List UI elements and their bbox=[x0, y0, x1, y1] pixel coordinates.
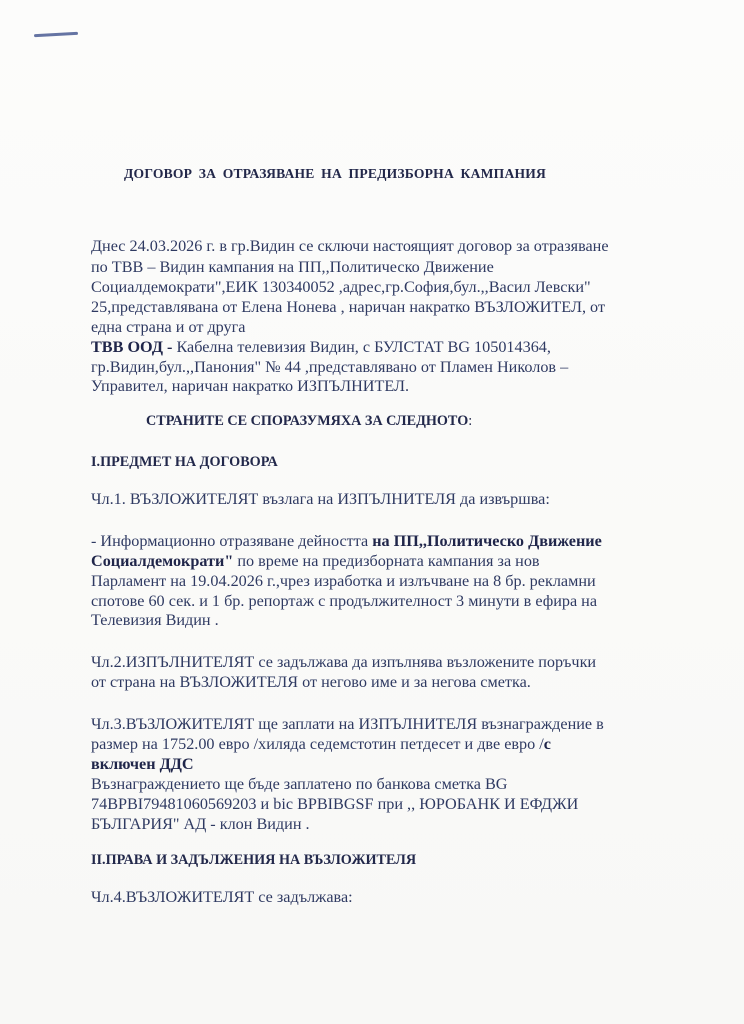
article-4: Чл.4.ВЪЗЛОЖИТЕЛЯТ се задължава: bbox=[91, 888, 353, 906]
intro-line-7: гр.Видин,бул.,,Панония" № 44 ,представлявано от Пламен Николов – bbox=[91, 358, 569, 376]
intro-line-4: 25,представлявана от Елена Нонева , наричан накратко ВЪЗЛОЖИТЕЛ, от bbox=[91, 298, 606, 316]
vat-included: включен ДДС bbox=[91, 755, 194, 773]
section-2-heading: II.ПРАВА И ЗАДЪЛЖЕНИЯ НА ВЪЗЛОЖИТЕЛЯ bbox=[91, 852, 417, 868]
article-1-item-line-4: спотове 60 сек. и 1 бр. репортаж с продължителност 3 минути в ефира на bbox=[91, 592, 598, 610]
contract-title: ДОГОВОР ЗА ОТРАЗЯВАНЕ НА ПРЕДИЗБОРНА КАМПАНИЯ bbox=[124, 166, 547, 181]
fee-amount: размер на 1752.00 евро /хиляда седемстотин петдесет и две евро / bbox=[91, 735, 544, 753]
item-text: - Информационно отразяване дейността bbox=[91, 532, 373, 550]
intro-line-2: по ТВВ – Видин кампания на ПП,,Политическо Движение bbox=[91, 258, 494, 276]
section-1-heading: I.ПРЕДМЕТ НА ДОГОВОРА bbox=[91, 454, 278, 470]
article-3-line-2 bbox=[91, 734, 551, 754]
article-3-line-6: БЪЛГАРИЯ" АД - клон Видин . bbox=[91, 815, 310, 833]
intro-line-8: Управител, наричан накратко ИЗПЪЛНИТЕЛ. bbox=[91, 377, 410, 395]
article-2-line-2: от страна на ВЪЗЛОЖИТЕЛЯ от негово име и за негова сметка. bbox=[91, 673, 531, 691]
article-1-item-line-5: Телевизия Видин . bbox=[91, 611, 219, 629]
article-3-line-4: Възнаграждението ще бъде заплатено по банкова сметка BG bbox=[91, 775, 508, 793]
article-1-item-line-2 bbox=[91, 551, 540, 571]
fee-vat-prefix: с bbox=[543, 735, 551, 753]
contractor-name: ТВВ ООД - bbox=[91, 338, 177, 356]
article-1: Чл.1. ВЪЗЛОЖИТЕЛЯТ възлага на ИЗПЪЛНИТЕЛЯ да извършва: bbox=[91, 490, 550, 508]
agreement-heading bbox=[146, 413, 472, 430]
intro-line-3: Социалдемократи",ЕИК 130340052 ,адрес,гр.София,бул.,,Васил Левски" bbox=[91, 278, 591, 296]
article-1-item-line-3: Парламент на 19.04.2026 г.,чрез изработка и излъчване на 8 бр. рекламни bbox=[91, 572, 596, 590]
article-3-line-3 bbox=[91, 754, 194, 774]
agreement-heading-colon: : bbox=[468, 413, 473, 429]
intro-line-1: Днес 24.03.2026 г. в гр.Видин се сключи настоящият договор за отразяване bbox=[91, 237, 609, 255]
article-2-line-1: Чл.2.ИЗПЪЛНИТЕЛЯТ се задължава да изпълнява възложените поръчки bbox=[91, 653, 597, 671]
agreement-heading-text: СТРАНИТЕ СЕ СПОРАЗУМЯХА ЗА СЛЕДНОТО bbox=[146, 413, 469, 429]
party-name-cont: Социалдемократи" bbox=[91, 552, 234, 570]
item-text-cont: по време на предизборната кампания за нов bbox=[233, 552, 540, 570]
intro-line-6 bbox=[91, 337, 551, 357]
contractor-details: Кабелна телевизия Видин, с БУЛСТАТ BG 105014364, bbox=[176, 338, 551, 356]
party-name: на ПП,,Политическо Движение bbox=[372, 532, 602, 550]
article-3-line-5: 74BPBI79481060569203 и bic BPBIBGSF при ,, ЮРОБАНК И ЕФДЖИ bbox=[91, 795, 579, 813]
pen-mark bbox=[34, 32, 78, 37]
intro-line-5: една страна и от друга bbox=[91, 318, 246, 336]
article-3-line-1: Чл.3.ВЪЗЛОЖИТЕЛЯТ ще заплати на ИЗПЪЛНИТЕЛЯ възнаграждение в bbox=[91, 715, 604, 733]
article-1-item-line-1 bbox=[91, 531, 602, 551]
